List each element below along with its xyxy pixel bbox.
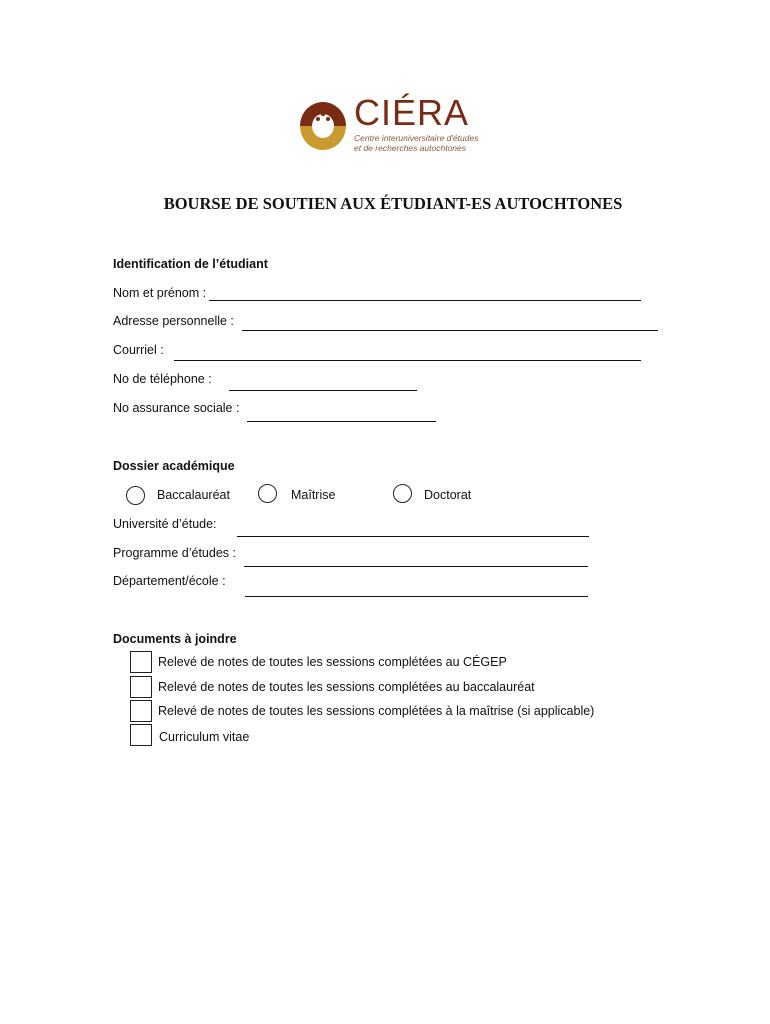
document-item-label: Relevé de notes de toutes les sessions complétées au baccalauréat <box>158 680 535 694</box>
email-field[interactable] <box>174 360 641 361</box>
name-label: Nom et prénom : <box>113 286 207 300</box>
checkbox-baccalaureat[interactable] <box>130 676 152 698</box>
ciera-logo-mark-icon <box>298 100 348 152</box>
option-baccalaureat-label: Baccalauréat <box>157 488 230 502</box>
sin-label: No assurance sociale : <box>113 401 240 415</box>
radio-doctorat[interactable] <box>393 484 412 503</box>
logo-wordmark: CIÉRA <box>354 92 470 133</box>
sin-field[interactable] <box>247 421 436 422</box>
logo-subtitle-line-2: et de recherches autochtones <box>354 143 466 153</box>
option-maitrise-label: Maîtrise <box>291 488 336 502</box>
department-field[interactable] <box>245 596 588 597</box>
program-label: Programme d’études : <box>113 546 236 560</box>
radio-baccalaureat[interactable] <box>126 486 145 505</box>
checkbox-cegep[interactable] <box>130 651 152 673</box>
document-item-label: Relevé de notes de toutes les sessions complétées au CÉGEP <box>158 655 507 669</box>
email-label: Courriel : <box>113 343 164 357</box>
phone-label: No de téléphone : <box>113 372 212 386</box>
option-doctorat-label: Doctorat <box>424 488 472 502</box>
checkbox-cv[interactable] <box>130 724 152 746</box>
page-title: BOURSE DE SOUTIEN AUX ÉTUDIANT-ES AUTOCHTONES <box>163 194 623 213</box>
university-label: Université d’étude: <box>113 517 217 531</box>
name-field[interactable] <box>209 300 641 301</box>
academic-heading: Dossier académique <box>113 459 235 473</box>
program-field[interactable] <box>244 566 588 567</box>
document-item-label: Curriculum vitae <box>159 730 250 744</box>
identification-heading: Identification de l’étudiant <box>113 257 268 271</box>
address-field[interactable] <box>242 330 658 331</box>
department-label: Département/école : <box>113 574 226 588</box>
document-item-label: Relevé de notes de toutes les sessions complétées à la maîtrise (si applicable) <box>158 704 595 718</box>
logo-subtitle-line-1: Centre interuniversitaire d'études <box>354 133 479 143</box>
documents-heading: Documents à joindre <box>113 632 237 646</box>
radio-maitrise[interactable] <box>258 484 277 503</box>
phone-field[interactable] <box>229 390 417 391</box>
university-field[interactable] <box>237 536 589 537</box>
logo-subtitle <box>354 133 494 153</box>
address-label: Adresse personnelle : <box>113 314 234 328</box>
checkbox-maitrise[interactable] <box>130 700 152 722</box>
